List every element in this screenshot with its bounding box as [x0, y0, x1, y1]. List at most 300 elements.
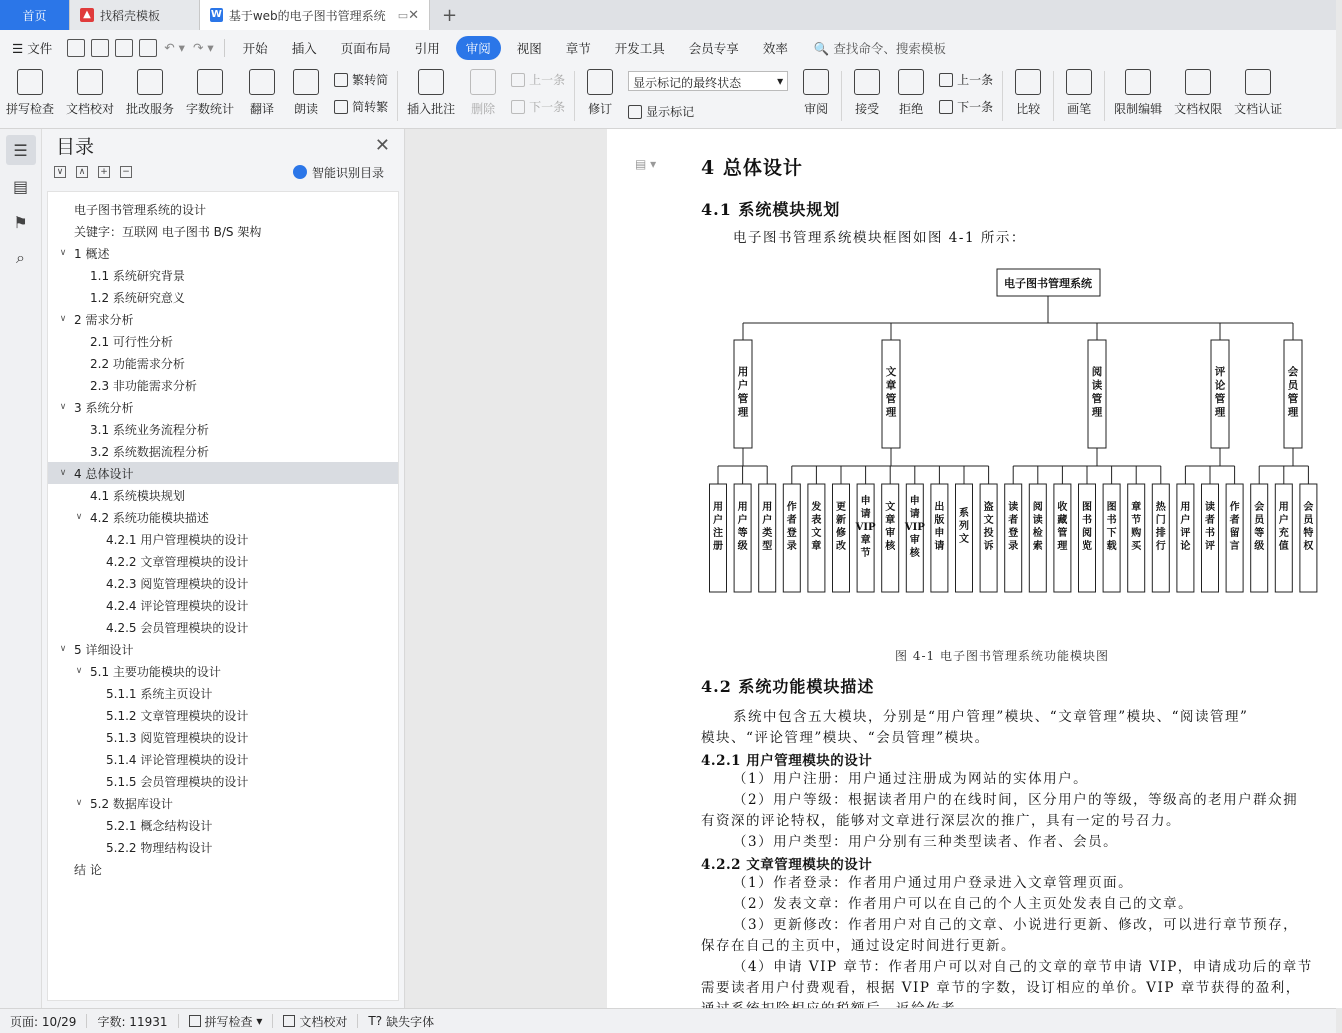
diagram-char: 用 — [1278, 502, 1289, 513]
diagram-char: 申 — [909, 496, 920, 507]
insert-comment-label: 插入批注 — [407, 102, 456, 116]
word-doc-icon: W — [210, 9, 222, 20]
restrict-edit-label: 限制编辑 — [1114, 102, 1163, 116]
show-markup-button[interactable] — [628, 103, 788, 120]
doc-proof-button[interactable] — [60, 65, 120, 117]
diagram-char: VIP — [904, 522, 925, 533]
toc-item[interactable] — [48, 220, 398, 242]
document-page — [607, 129, 1342, 1008]
diagram-char: 型 — [762, 541, 773, 552]
ribbon-separator — [1053, 71, 1054, 121]
diagram-char: 图 — [1082, 502, 1092, 513]
trad-to-simp-button[interactable] — [334, 71, 388, 88]
print-icon[interactable] — [115, 39, 133, 57]
diagram-char: 会 — [1287, 366, 1299, 378]
paragraph: 模块、“评论管理”模块、“会员管理”模块。 — [701, 730, 990, 746]
toc-item-label: 1 概述 — [74, 246, 110, 261]
toc-item[interactable] — [48, 506, 398, 528]
menu-item-1[interactable]: 插入 — [291, 40, 317, 56]
toc-item[interactable] — [48, 198, 398, 220]
collapse-all-icon[interactable]: ∨ — [54, 166, 66, 178]
diagram-char: 诉 — [983, 541, 994, 552]
prev-comment-icon — [511, 73, 525, 87]
toc-item-label: 2.3 非功能需求分析 — [90, 378, 197, 393]
diagram-char: 文 — [811, 528, 822, 539]
spell-check-button[interactable] — [0, 65, 60, 117]
menu-item-3[interactable]: 引用 — [414, 40, 440, 56]
paragraph: （1）作者登录：作者用户通过用户登录进入文章管理页面。 — [733, 875, 1134, 891]
comment-nav-group — [505, 65, 571, 115]
show-markup-label: 显示标记 — [646, 105, 695, 119]
undo-icon[interactable]: ↶ ▾ — [164, 40, 185, 55]
toc-item-label: 4.2.4 评论管理模块的设计 — [106, 598, 249, 613]
diagram-char: 管 — [737, 393, 749, 405]
doc-permission-label: 文档权限 — [1174, 102, 1223, 116]
ribbon-review — [0, 65, 1336, 129]
search-icon[interactable]: ⌕ — [16, 248, 25, 267]
toc-item[interactable] — [48, 308, 398, 330]
menu-item-9[interactable]: 效率 — [762, 40, 788, 56]
toc-item[interactable] — [48, 330, 398, 352]
simp-to-trad-button[interactable] — [334, 98, 388, 115]
diagram-char: 等 — [737, 528, 748, 539]
screen-icon[interactable]: ▭ — [397, 8, 409, 22]
next-change-button[interactable] — [939, 98, 993, 115]
tab-bar — [0, 0, 1336, 30]
toc-item[interactable] — [48, 682, 398, 704]
export-icon[interactable] — [91, 39, 109, 57]
toc-item[interactable] — [48, 594, 398, 616]
toc-item-label: 3 系统分析 — [74, 400, 134, 415]
diagram-char: 表 — [811, 515, 822, 526]
prev-change-icon — [939, 73, 953, 87]
save-icon[interactable] — [67, 39, 85, 57]
permission-icon — [1185, 69, 1211, 95]
next-comment-button[interactable] — [511, 98, 565, 115]
diagram-char: 核 — [885, 541, 896, 552]
page-indicator[interactable]: 页面: 10/29 — [10, 1014, 77, 1029]
diagram-char: 者 — [1205, 515, 1215, 526]
diagram-char: 排 — [1155, 528, 1166, 539]
compare-button[interactable] — [1006, 65, 1050, 117]
diagram-char: 评 — [1214, 366, 1226, 378]
pen-button[interactable] — [1057, 65, 1101, 117]
diagram-char: VIP — [855, 522, 876, 533]
diagram-char: 理 — [1091, 406, 1103, 419]
figure-caption: 图 4-1 电子图书管理系统功能模块图 — [895, 649, 1109, 663]
expand-all-icon[interactable]: ∧ — [76, 166, 88, 178]
diagram-char: 理 — [737, 406, 749, 419]
diagram-char: 改 — [836, 541, 846, 552]
word-count-indicator[interactable]: 字数: 11931 — [97, 1014, 168, 1029]
diagram-char: 员 — [1303, 515, 1314, 526]
diagram-char: 类 — [762, 528, 773, 539]
diagram-char: 书 — [1082, 515, 1092, 526]
paragraph: （3）用户类型：用户分别有三种类型读者、作者、会员。 — [733, 834, 1119, 850]
toc-item[interactable] — [48, 572, 398, 594]
delete-comment-icon — [470, 69, 496, 95]
menu-item-0[interactable]: 开始 — [242, 40, 268, 56]
status-bar — [0, 1008, 1336, 1033]
certificate-icon — [1245, 69, 1271, 95]
toc-item-label: 4.2.2 文章管理模块的设计 — [106, 554, 249, 569]
diagram-char: 章 — [885, 515, 896, 526]
diagram-char: 收 — [1057, 502, 1068, 513]
prev-change-button[interactable] — [939, 71, 993, 88]
toc-item[interactable] — [48, 660, 398, 682]
chevron-down-icon[interactable]: ∨ — [59, 314, 67, 324]
ribbon-separator — [1002, 71, 1003, 121]
toc-item-label: 5.2 数据库设计 — [90, 796, 173, 811]
toc-item[interactable] — [48, 264, 398, 286]
diagram-char: 评 — [1180, 528, 1191, 539]
missing-font-label: 缺失字体 — [386, 1014, 435, 1029]
batch-service-label: 批改服务 — [126, 102, 175, 116]
menu-items — [231, 36, 800, 60]
diagram-char: 藏 — [1057, 515, 1068, 526]
diagram-char: 核 — [909, 548, 920, 559]
markup-select-value: 显示标记的最终状态 — [633, 76, 742, 90]
toc-item[interactable] — [48, 286, 398, 308]
word-count-icon — [197, 69, 223, 95]
toc-item[interactable] — [48, 616, 398, 638]
diagram-char: 权 — [1303, 541, 1314, 552]
diagram-char: 览 — [1082, 541, 1092, 552]
redo-icon[interactable]: ↷ ▾ — [192, 40, 214, 55]
remove-heading-icon[interactable]: − — [120, 166, 132, 178]
diagram-char: 章 — [860, 535, 871, 546]
diagram-char: 者 — [1008, 515, 1019, 526]
toc-item-label: 2 需求分析 — [74, 312, 134, 327]
word-count-button[interactable] — [180, 65, 240, 117]
diagram-char: 阅 — [1082, 528, 1092, 539]
smart-toc-icon — [293, 165, 307, 179]
insert-comment-button[interactable] — [401, 65, 461, 117]
left-rail — [0, 129, 42, 1008]
restrict-edit-button[interactable] — [1108, 65, 1168, 117]
toc-item[interactable] — [48, 352, 398, 374]
menu-item-4[interactable]: 审阅 — [456, 36, 501, 60]
heading-4-2-1: 4.2.1 用户管理模块的设计 — [701, 753, 873, 769]
diagram-char: 购 — [1131, 528, 1142, 539]
toc-item-label: 3.1 系统业务流程分析 — [90, 422, 209, 437]
next-change-label: 下一条 — [957, 100, 994, 114]
toc-item-label: 5.1.2 文章管理模块的设计 — [106, 708, 249, 723]
review-pane-label: 审阅 — [804, 102, 829, 116]
heading-4-2: 4.2 系统功能模块描述 — [701, 677, 875, 696]
diagram-char: 言 — [1229, 541, 1240, 552]
paragraph: 需要读者用户付费观看，根据 VIP 章节的字数，设订相应的单价。VIP 章节获得的盈利， — [701, 980, 1301, 996]
diagram-char: 管 — [1057, 528, 1068, 539]
heading-4-2-2: 4.2.2 文章管理模块的设计 — [701, 857, 873, 873]
diagram-char: 载 — [1106, 541, 1117, 552]
toc-item[interactable] — [48, 418, 398, 440]
ribbon-separator — [397, 71, 398, 121]
toc-item[interactable] — [48, 242, 398, 264]
toc-item[interactable] — [48, 440, 398, 462]
toc-item[interactable] — [48, 396, 398, 418]
diagram-char: 书 — [1106, 515, 1117, 526]
toc-item[interactable] — [48, 374, 398, 396]
diagram-char: 买 — [1131, 541, 1142, 552]
status-doc-proof[interactable] — [273, 1013, 357, 1030]
diagram-char: 会 — [1254, 502, 1265, 513]
diagram-char: 户 — [713, 515, 723, 526]
doc-permission-button[interactable] — [1168, 65, 1228, 117]
diagram-char: 论 — [1214, 379, 1226, 392]
show-markup-icon — [628, 105, 642, 119]
compare-icon — [1015, 69, 1041, 95]
diagram-char: 审 — [909, 535, 920, 546]
diagram-char: 门 — [1155, 515, 1166, 526]
toc-item[interactable] — [48, 726, 398, 748]
simp-to-trad-label: 简转繁 — [352, 100, 389, 114]
prev-comment-button[interactable] — [511, 71, 565, 88]
reject-label: 拒绝 — [899, 102, 924, 116]
toc-item-label: 5 详细设计 — [74, 642, 134, 657]
close-icon[interactable]: ✕ — [408, 7, 419, 23]
diagram-char: 充 — [1278, 528, 1289, 539]
diagram-char: 管 — [885, 393, 897, 405]
diagram-char: 行 — [1155, 541, 1166, 552]
diagram-char: 请 — [860, 509, 871, 520]
next-comment-label: 下一条 — [529, 100, 566, 114]
diagram-char: 理 — [1287, 406, 1299, 419]
add-heading-icon[interactable]: + — [98, 166, 110, 178]
diagram-char: 新 — [836, 515, 846, 526]
smart-toc-button[interactable] — [293, 164, 384, 181]
checkbox-icon — [189, 1015, 201, 1027]
translate-icon — [249, 69, 275, 95]
toc-item-label: 5.2.1 概念结构设计 — [106, 818, 213, 833]
status-spell-label: 拼写检查 — [204, 1014, 253, 1029]
diagram-char: 作 — [786, 502, 797, 513]
toc-item-label: 5.1.1 系统主页设计 — [106, 686, 213, 701]
toc-item[interactable] — [48, 704, 398, 726]
toc-item-label: 1.1 系统研究背景 — [90, 268, 185, 283]
bookmark-icon[interactable]: ⚑ — [13, 212, 28, 232]
tab-template-label: 找稻壳模板 — [100, 8, 161, 23]
chevron-down-icon[interactable]: ∨ — [75, 666, 83, 676]
paragraph: 系统中包含五大模块，分别是“用户管理”模块、“文章管理”模块、“阅读管理” — [733, 709, 1249, 725]
ribbon-separator — [841, 71, 842, 121]
diagram-char: 户 — [1180, 515, 1191, 526]
toc-item[interactable] — [48, 462, 398, 484]
diagram-char: 注 — [713, 528, 723, 539]
font-icon: T? — [368, 1014, 383, 1028]
batch-service-button[interactable] — [120, 65, 180, 117]
paragraph: （4）申请 VIP 章节：作者用户可以对自己的文章的章节申请 VIP，申请成功后的章节 — [733, 959, 1313, 975]
chevron-down-icon[interactable]: ∨ — [59, 402, 67, 412]
toc-list — [47, 191, 399, 1001]
toc-item-label: 电子图书管理系统的设计 — [74, 202, 207, 217]
tab-home[interactable] — [0, 0, 70, 30]
diagram-char: 等 — [1254, 528, 1265, 539]
toc-item[interactable] — [48, 550, 398, 572]
review-pane-button[interactable] — [794, 65, 838, 117]
change-nav-group — [933, 65, 999, 115]
diagram-char: 用 — [737, 366, 749, 378]
diagram-char: 用 — [762, 502, 773, 513]
diagram-char: 修 — [836, 528, 846, 539]
pen-icon — [1066, 69, 1092, 95]
smart-toc-label: 智能识别目录 — [311, 165, 384, 180]
diagram-char: 发 — [811, 502, 822, 513]
chevron-down-icon[interactable]: ∨ — [75, 512, 83, 522]
diagram-char: 更 — [836, 502, 846, 513]
diagram-char: 书 — [1205, 528, 1215, 539]
command-search-label: 查找命令、搜索模板 — [833, 40, 946, 56]
trad-simp-group — [328, 65, 394, 115]
paragraph: （2）用户等级：根据读者用户的在线时间，区分用户的等级，等级高的老用户群众拥 — [733, 792, 1299, 808]
diagram-char: 评 — [1205, 541, 1215, 552]
missing-font-indicator[interactable] — [358, 1013, 444, 1030]
menu-item-6[interactable]: 章节 — [565, 40, 591, 56]
diagram-char: 特 — [1303, 528, 1314, 539]
read-aloud-label: 朗读 — [294, 102, 319, 116]
review-pane-icon — [803, 69, 829, 95]
new-tab-label: + — [442, 4, 458, 26]
diagram-char: 用 — [713, 502, 723, 513]
chevron-down-icon: ▾ — [777, 74, 784, 88]
tab-home-label: 首页 — [22, 8, 47, 23]
document-canvas — [406, 129, 1336, 1008]
trad-to-simp-icon — [334, 73, 348, 87]
diagram-char: 节 — [1131, 515, 1142, 526]
toc-item[interactable] — [48, 836, 398, 858]
tab-document[interactable] — [200, 0, 430, 30]
read-aloud-button[interactable] — [284, 65, 328, 117]
status-proof-label: 文档校对 — [299, 1014, 348, 1029]
menu-item-8[interactable]: 会员专享 — [688, 40, 739, 56]
insert-comment-icon — [418, 69, 444, 95]
batch-service-icon — [137, 69, 163, 95]
toc-item[interactable] — [48, 792, 398, 814]
diagram-char: 户 — [737, 515, 748, 526]
toc-title: 目录 — [56, 135, 95, 158]
diagram-char: 请 — [909, 509, 920, 520]
preview-icon[interactable] — [139, 39, 157, 57]
heading-4: 4 总体设计 — [701, 157, 803, 179]
trad-to-simp-label: 繁转简 — [352, 73, 389, 87]
toc-item[interactable] — [48, 528, 398, 550]
diagram-char: 请 — [934, 541, 945, 552]
diagram-char: 阅 — [1091, 366, 1103, 378]
diagram-char: 理 — [1057, 541, 1068, 552]
toc-item[interactable] — [48, 638, 398, 660]
toc-item-label: 4 总体设计 — [74, 466, 134, 481]
chevron-down-icon[interactable]: ∨ — [59, 248, 67, 258]
track-changes-label: 修订 — [588, 102, 613, 116]
paragraph: （3）更新修改：作者用户对自己的文章、小说进行更新、修改，可以进行章节预存， — [733, 917, 1299, 933]
file-menu[interactable]: ☰ 文件 — [12, 40, 53, 56]
menu-separator — [224, 39, 225, 57]
diagram-char: 录 — [1008, 541, 1019, 552]
spell-check-label: 拼写检查 — [6, 102, 55, 116]
diagram-char: 留 — [1229, 528, 1240, 539]
menu-item-5[interactable]: 视图 — [516, 40, 542, 56]
close-icon[interactable]: ✕ — [374, 135, 390, 156]
toc-panel-icon[interactable]: ☰ — [6, 135, 36, 165]
diagram-char: 申 — [860, 496, 871, 507]
delete-comment-button[interactable] — [461, 65, 505, 117]
toc-item-label: 4.2.1 用户管理模块的设计 — [106, 532, 249, 547]
toc-tools — [42, 161, 404, 183]
reject-button[interactable] — [889, 65, 933, 117]
diagram-char: 登 — [1008, 528, 1019, 539]
toc-item[interactable] — [48, 770, 398, 792]
tab-document-label: 基于web的电子图书管理系统 — [228, 8, 386, 23]
toc-item[interactable] — [48, 484, 398, 506]
diagram-char: 管 — [1287, 393, 1299, 405]
diagram-char: 户 — [737, 379, 749, 392]
translate-label: 翻译 — [250, 102, 275, 116]
diagram-char: 热 — [1155, 502, 1166, 513]
prev-comment-label: 上一条 — [529, 73, 566, 87]
diagram-char: 出 — [934, 502, 945, 513]
diagram-char: 申 — [934, 528, 945, 539]
chevron-down-icon[interactable]: ∨ — [75, 798, 83, 808]
proof-icon — [283, 1015, 295, 1027]
diagram-char: 章 — [1131, 502, 1142, 513]
doc-cert-label: 文档认证 — [1234, 102, 1283, 116]
menu-item-2[interactable]: 页面布局 — [340, 40, 391, 56]
next-change-icon — [939, 100, 953, 114]
toc-item-label: 4.2.3 阅览管理模块的设计 — [106, 576, 249, 591]
diagram-char: 读 — [1205, 502, 1215, 513]
word-count-label: 字数统计 — [186, 102, 235, 116]
accept-button[interactable] — [845, 65, 889, 117]
diagram-char: 论 — [1180, 541, 1191, 552]
toc-item-label: 3.2 系统数据流程分析 — [90, 444, 209, 459]
paragraph: 电子图书管理系统模块框图如图 4-1 所示： — [733, 230, 1026, 246]
pen-label: 画笔 — [1067, 102, 1092, 116]
chevron-down-icon[interactable]: ∨ — [59, 644, 67, 654]
accept-label: 接受 — [855, 102, 880, 116]
diagram-char: 理 — [1214, 406, 1226, 419]
markup-select[interactable] — [628, 71, 788, 91]
menu-bar — [0, 30, 1336, 65]
diagram-char: 户 — [1278, 515, 1289, 526]
diagram-char: 登 — [786, 528, 797, 539]
diagram-char: 员 — [1254, 515, 1265, 526]
diagram-leaf-label — [959, 506, 969, 545]
status-spell-check[interactable]: 拼写检查 ▾ — [179, 1013, 273, 1030]
new-tab-button[interactable] — [430, 0, 469, 30]
tab-template[interactable] — [70, 0, 200, 30]
toc-item[interactable] — [48, 748, 398, 770]
command-search[interactable]: 🔍 查找命令、搜索模板 — [813, 40, 946, 56]
track-changes-icon — [587, 69, 613, 95]
ribbon-separator — [574, 71, 575, 121]
page-margin-icon[interactable]: ▤ ▾ — [635, 157, 657, 171]
compare-label: 比较 — [1016, 102, 1041, 116]
diagram-char: 节 — [860, 548, 871, 559]
diagram-char: 作 — [1229, 502, 1240, 513]
chapter-nav-icon[interactable]: ▤ — [12, 176, 29, 196]
track-changes-button[interactable] — [578, 65, 622, 117]
doc-cert-button[interactable] — [1228, 65, 1288, 117]
menu-item-7[interactable]: 开发工具 — [614, 40, 665, 56]
diagram-char: 读 — [1032, 515, 1043, 526]
diagram-char: 会 — [1303, 502, 1314, 513]
translate-button[interactable] — [240, 65, 284, 117]
toc-item[interactable] — [48, 858, 398, 880]
toc-item[interactable] — [48, 814, 398, 836]
chevron-down-icon[interactable]: ∨ — [59, 468, 67, 478]
diagram-char: 者 — [786, 515, 797, 526]
toc-item-label: 2.1 可行性分析 — [90, 334, 173, 349]
